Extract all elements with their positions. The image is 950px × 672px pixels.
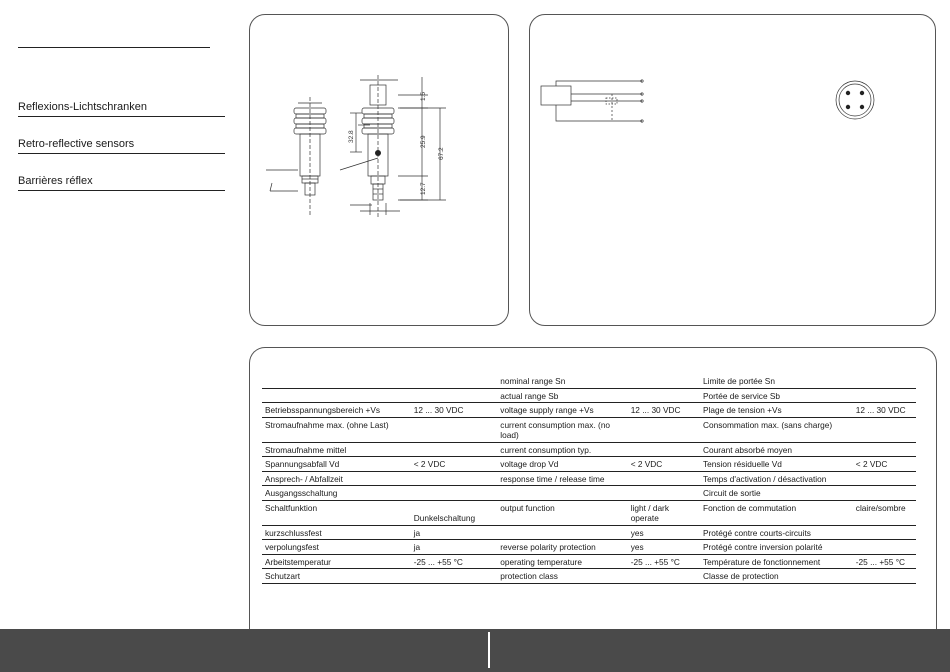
dim-label-5: 12.7 <box>420 182 427 195</box>
table-row: Stromaufnahme mittel current consumption typ. Courant absorbé moyen <box>262 442 916 457</box>
table-row: Arbeitstemperatur -25 ... +55 °C operating temperature -25 ... +55 °C Température de fonctionnement -25 ... +55 °C <box>262 554 916 569</box>
footer-divider <box>488 632 490 668</box>
table-row: Schaltfunktion Dunkelschaltung output function light / dark operate Fonction de commutation claire/sombre <box>262 500 916 525</box>
sidebar-top-rule <box>18 47 210 48</box>
table-row: verpolungsfest ja reverse polarity protection yes Protégé contre inversion polarité <box>262 540 916 555</box>
sidebar-item-reflexions[interactable]: Reflexions-Lichtschranken <box>18 101 225 117</box>
specifications-table <box>262 374 916 584</box>
dim-label-2: 32.8 <box>348 130 355 143</box>
dim-label-3: 25.9 <box>420 135 427 148</box>
wiring-diagram-panel <box>529 14 936 326</box>
dimension-drawing-panel <box>249 14 509 326</box>
sidebar-item-retro-reflective[interactable]: Retro-reflective sensors <box>18 138 225 154</box>
dim-label-1: 1.5 <box>420 91 427 101</box>
wiring-diagram <box>530 15 935 325</box>
table-row: actual range Sb Portée de service Sb <box>262 388 916 403</box>
dimension-drawing <box>250 15 508 325</box>
connector-pins <box>846 91 864 109</box>
table-row: Spannungsabfall Vd < 2 VDC voltage drop Vd < 2 VDC Tension résiduelle Vd < 2 VDC <box>262 457 916 472</box>
table-row: Stromaufnahme max. (ohne Last) current consumption max. (no load) Consommation max. (sans charge) <box>262 417 916 442</box>
sensor-optic-dot <box>375 150 381 156</box>
dim-label-4: 67.2 <box>438 147 445 160</box>
footer-bar <box>0 629 950 672</box>
table-row: Ansprech- / Abfallzeit response time / release time Temps d'activation / désactivation <box>262 471 916 486</box>
table-row: Ausgangsschaltung Circuit de sortie <box>262 486 916 501</box>
sidebar-item-barrieres[interactable]: Barrières réflex <box>18 175 225 191</box>
table-row: nominal range Sn Limite de portée Sn <box>262 374 916 388</box>
table-row: Schutzart protection class Classe de protection <box>262 569 916 584</box>
table-row: kurzschlussfest ja yes Protégé contre courts-circuits <box>262 525 916 540</box>
table-row: Betriebsspannungsbereich +Vs 12 ... 30 VDC voltage supply range +Vs 12 ... 30 VDC Plage de tension +Vs 12 ... 30 VDC <box>262 403 916 418</box>
